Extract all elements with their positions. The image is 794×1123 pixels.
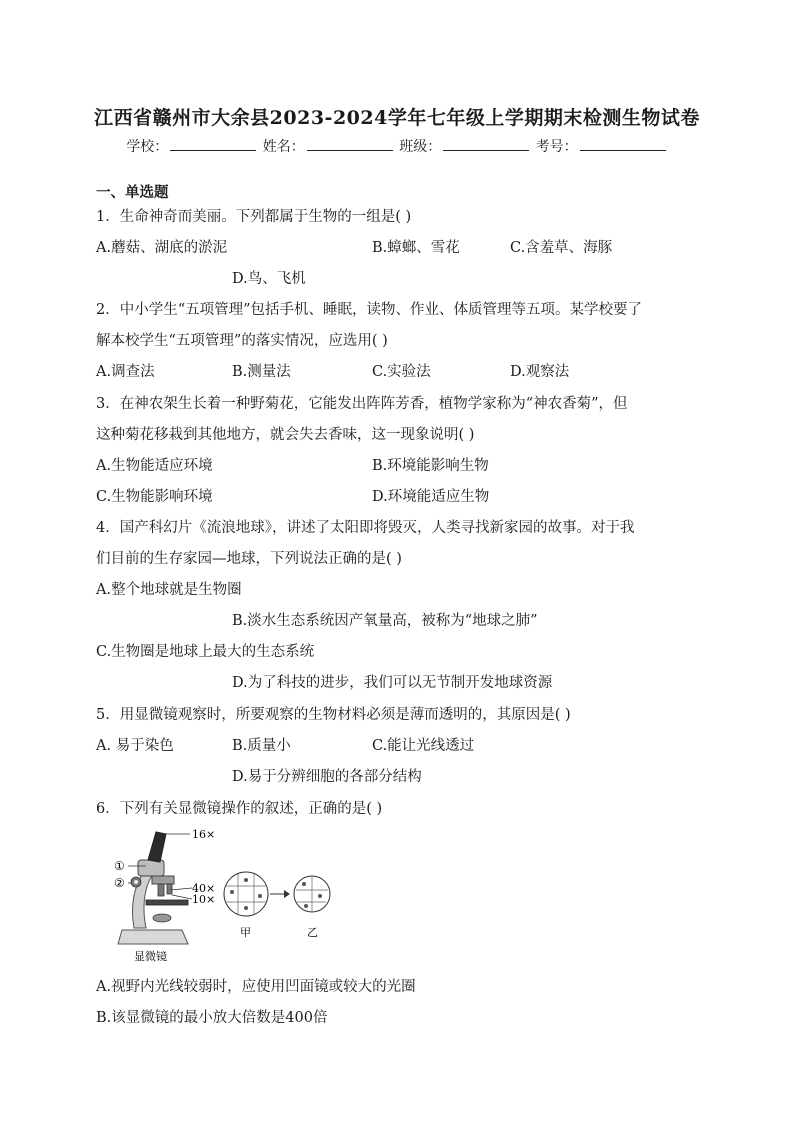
question-4-option-c: C.生物圈是地球上最大的生态系统 (96, 644, 315, 660)
part-2-label: ② (114, 876, 125, 890)
view-b-label: 乙 (307, 926, 318, 939)
objective-low-label: 10× (192, 893, 216, 906)
objective-high-label: 40× (192, 882, 216, 895)
question-2-option-b: B.测量法 (232, 364, 291, 380)
name-label: 姓名： (262, 139, 305, 155)
question-2-option-d: D.观察法 (510, 364, 570, 380)
question-6-stem: 6．下列有关显微镜操作的叙述，正确的是( ) (96, 801, 383, 817)
question-2-stem-line-1: 2．中小学生“五项管理”包括手机、睡眠，读物、作业、体质管理等五项。某学校要了 (96, 302, 643, 318)
student-info-row (0, 136, 794, 156)
question-5-option-c: C.能让光线透过 (372, 738, 475, 754)
question-3-option-b: B.环境能影响生物 (372, 458, 489, 474)
eyepiece-label: 16× (192, 828, 216, 841)
question-1-option-d: D.鸟、飞机 (232, 271, 306, 287)
question-5-option-b: B.质量小 (232, 738, 291, 754)
question-1-option-a: A.蘑菇、湖底的淤泥 (96, 240, 228, 256)
page-title: 江西省赣州市大余县2023-2024学年七年级上学期期末检测生物试卷 (94, 107, 700, 129)
question-1-option-b: B.蟑螂、雪花 (372, 240, 460, 256)
question-6-option-b: B.该显微镜的最小放大倍数是400倍 (96, 1010, 328, 1026)
school-label: 学校： (126, 139, 169, 155)
question-4-option-b: B.淡水生态系统因产氧量高，被称为“地球之肺” (232, 613, 538, 629)
part-1-label: ① (114, 859, 125, 873)
question-1-stem: 1．生命神奇而美丽。下列都属于生物的一组是( ) (96, 209, 412, 225)
question-3-option-d: D.环境能适应生物 (372, 489, 490, 505)
question-6-option-a: A.视野内光线较弱时，应使用凹面镜或较大的光圈 (96, 979, 416, 995)
question-2-stem-line-2: 解本校学生“五项管理”的落实情况，应选用( ) (96, 333, 388, 349)
question-3-option-c: C.生物能影响环境 (96, 489, 213, 505)
microscope-illustration (112, 826, 332, 966)
question-4-option-a: A.整个地球就是生物圈 (96, 582, 242, 598)
class-label: 班级： (399, 139, 442, 155)
question-3-option-a: A.生物能适应环境 (96, 458, 213, 474)
question-5-option-d: D.易于分辨细胞的各部分结构 (232, 769, 422, 785)
question-2-option-c: C.实验法 (372, 364, 431, 380)
question-1-option-c: C.含羞草、海豚 (510, 240, 613, 256)
school-blank[interactable] (170, 137, 256, 151)
question-4-stem-line-2: 们目前的生存家园—地球，下列说法正确的是( ) (96, 551, 402, 567)
question-2-option-a: A.调查法 (96, 364, 155, 380)
question-4-option-d: D.为了科技的进步，我们可以无节制开发地球资源 (232, 675, 553, 691)
microscope-caption: 显微镜 (134, 950, 167, 963)
microscope-figure (112, 826, 332, 966)
section-heading: 一、单选题 (96, 184, 169, 201)
class-blank[interactable] (443, 137, 529, 151)
view-a-label: 甲 (240, 926, 251, 939)
question-5-option-a: A. 易于染色 (96, 738, 174, 754)
exam-number-label: 考号： (535, 139, 578, 155)
exam-number-blank[interactable] (580, 137, 666, 151)
question-5-stem: 5．用显微镜观察时，所要观察的生物材料必须是薄而透明的，其原因是( ) (96, 707, 571, 723)
question-3-stem-line-2: 这种菊花移栽到其他地方，就会失去香味，这一现象说明( ) (96, 427, 475, 443)
question-4-stem-line-1: 4．国产科幻片《流浪地球》，讲述了太阳即将毁灭，人类寻找新家园的故事。对于我 (96, 520, 635, 536)
question-3-stem-line-1: 3．在神农架生长着一种野菊花，它能发出阵阵芳香，植物学家称为“神农香菊”，但 (96, 396, 628, 412)
name-blank[interactable] (307, 137, 393, 151)
